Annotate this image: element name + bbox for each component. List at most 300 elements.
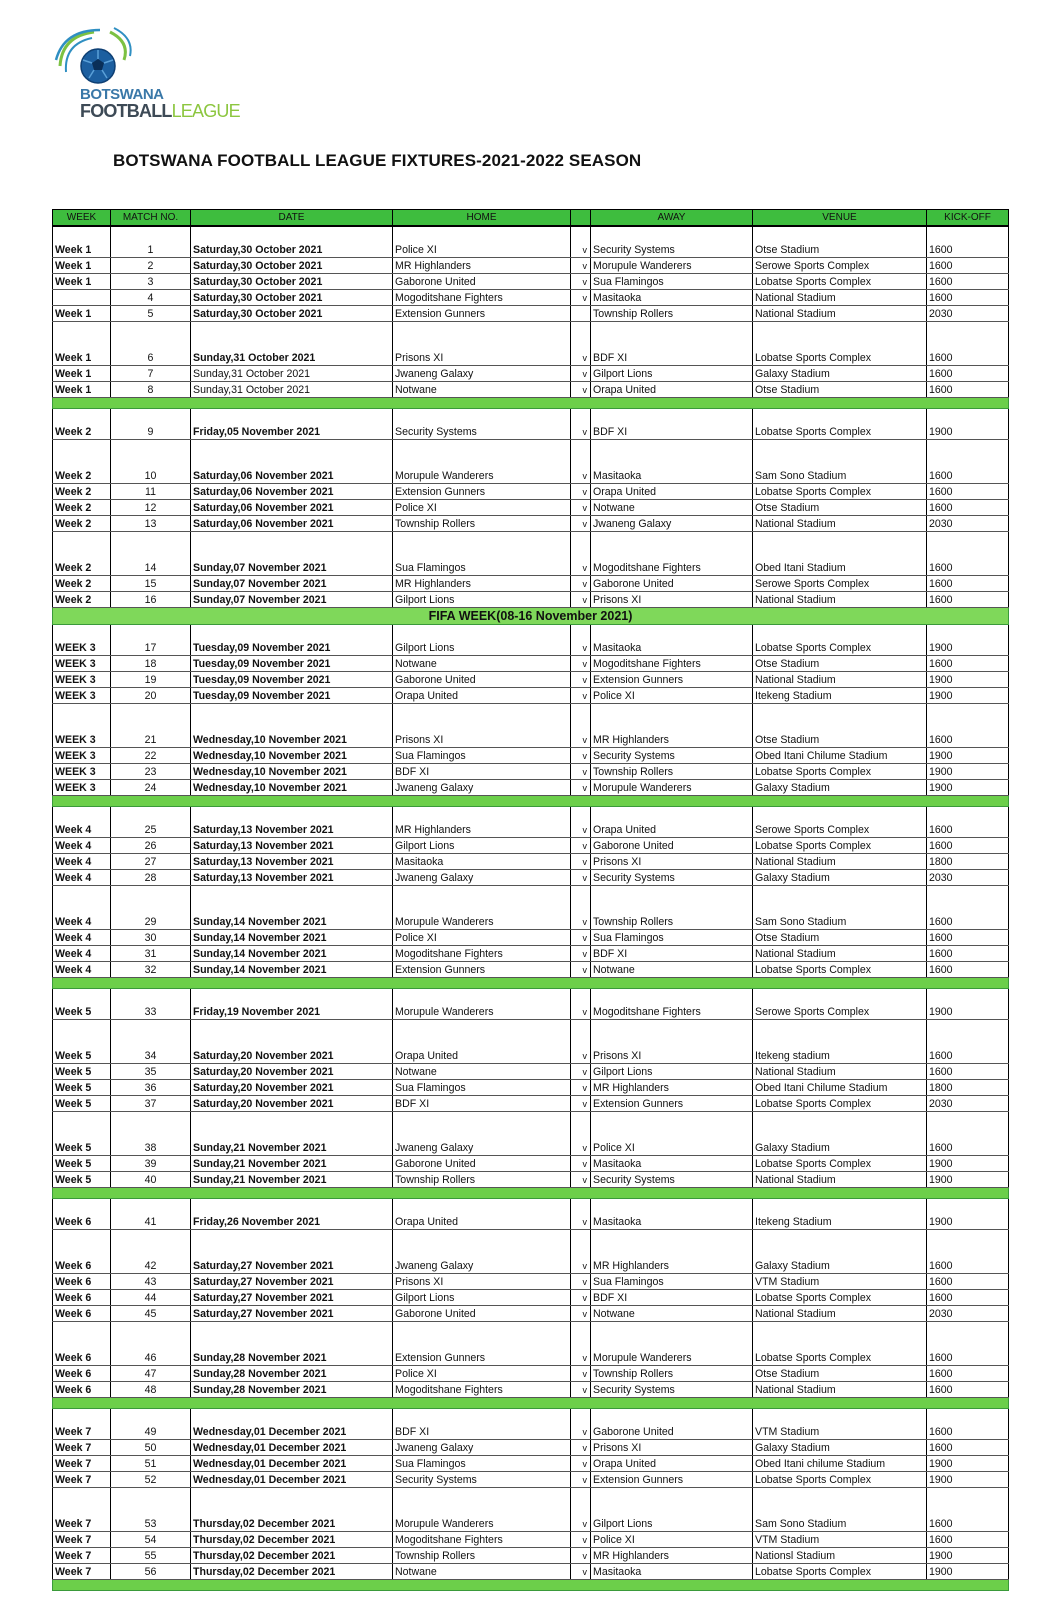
home-team-cell: Extension Gunners [393,1350,571,1366]
away-team-cell: Jwaneng Galaxy [591,516,753,532]
date-cell: Saturday,27 November 2021 [191,1258,393,1274]
spacer-cell [591,440,753,469]
versus-cell: v [571,1516,591,1532]
home-team-cell: Security Systems [393,1472,571,1488]
fixture-row [53,870,1009,886]
versus-cell: v [571,1440,591,1456]
venue-cell: Otse Stadium [753,1366,927,1382]
versus-cell: v [571,1080,591,1096]
venue-cell: National Stadium [753,1382,927,1398]
fixture-row [53,656,1009,672]
spacer-cell [111,1322,191,1351]
home-team-cell: Jwaneng Galaxy [393,870,571,886]
venue-cell: Serowe Sports Complex [753,576,927,592]
fixture-row [53,822,1009,838]
week-cell: WEEK 3 [53,732,111,748]
spacer-cell [591,704,753,733]
spacer-row [53,625,1009,641]
col-home-header: HOME [393,210,571,227]
home-team-cell: Police XI [393,930,571,946]
week-cell: Week 6 [53,1382,111,1398]
spacer-cell [927,1322,1009,1351]
away-team-cell: Township Rollers [591,764,753,780]
spacer-row [53,1409,1009,1425]
week-cell: Week 4 [53,914,111,930]
spacer-cell [393,1020,571,1049]
spacer-cell [927,226,1009,242]
spacer-cell [753,886,927,915]
spacer-cell [393,1322,571,1351]
week-cell: WEEK 3 [53,764,111,780]
date-cell: Saturday,13 November 2021 [191,822,393,838]
kickoff-cell: 1600 [927,1258,1009,1274]
week-cell: Week 2 [53,576,111,592]
spacer-cell [393,409,571,425]
kickoff-cell: 2030 [927,1096,1009,1112]
spacer-cell [111,532,191,561]
date-cell: Saturday,20 November 2021 [191,1096,393,1112]
week-cell: Week 5 [53,1172,111,1188]
kickoff-cell: 1600 [927,838,1009,854]
venue-cell: Otse Stadium [753,732,927,748]
spacer-cell [753,1020,927,1049]
kickoff-cell: 1900 [927,672,1009,688]
spacer-row [53,322,1009,351]
date-cell: Thursday,02 December 2021 [191,1516,393,1532]
fixture-row [53,274,1009,290]
match-number-cell: 16 [111,592,191,608]
spacer-cell [753,1322,927,1351]
away-team-cell: BDF XI [591,424,753,440]
spacer-cell [53,440,111,469]
versus-cell: v [571,672,591,688]
match-number-cell: 47 [111,1366,191,1382]
kickoff-cell: 1600 [927,366,1009,382]
away-team-cell: Sua Flamingos [591,930,753,946]
away-team-cell: Security Systems [591,870,753,886]
fixture-row [53,576,1009,592]
versus-cell: v [571,854,591,870]
away-team-cell: Prisons XI [591,592,753,608]
spacer-cell [191,625,393,641]
spacer-cell [393,625,571,641]
week-cell: Week 6 [53,1350,111,1366]
match-number-cell: 10 [111,468,191,484]
match-number-cell: 6 [111,350,191,366]
kickoff-cell: 1900 [927,1456,1009,1472]
week-cell: Week 5 [53,1064,111,1080]
kickoff-cell: 1600 [927,1424,1009,1440]
kickoff-cell: 1600 [927,1140,1009,1156]
header-row [53,210,1009,227]
fixture-row [53,468,1009,484]
venue-cell: Lobatse Sports Complex [753,1096,927,1112]
spacer-row [53,1020,1009,1049]
fixture-row [53,1156,1009,1172]
away-team-cell: MR Highlanders [591,732,753,748]
home-team-cell: Prisons XI [393,350,571,366]
match-number-cell: 31 [111,946,191,962]
spacer-cell [571,409,591,425]
kickoff-cell: 1900 [927,1564,1009,1580]
week-cell: Week 4 [53,962,111,978]
kickoff-cell: 1900 [927,640,1009,656]
versus-cell: v [571,1140,591,1156]
match-number-cell: 33 [111,1004,191,1020]
kickoff-cell: 2030 [927,870,1009,886]
home-team-cell: Gaborone United [393,1306,571,1322]
date-cell: Sunday,21 November 2021 [191,1140,393,1156]
spacer-cell [111,1488,191,1517]
kickoff-cell: 1600 [927,468,1009,484]
week-cell: Week 1 [53,366,111,382]
spacer-cell [191,1488,393,1517]
week-cell: Week 1 [53,274,111,290]
fixture-row [53,780,1009,796]
spacer-cell [927,704,1009,733]
venue-cell: Obed Itani chilume Stadium [753,1456,927,1472]
venue-cell: Sam Sono Stadium [753,468,927,484]
venue-cell: Lobatse Sports Complex [753,1156,927,1172]
spacer-cell [753,226,927,242]
home-team-cell: MR Highlanders [393,576,571,592]
spacer-cell [927,440,1009,469]
week-cell: WEEK 3 [53,672,111,688]
away-team-cell: Notwane [591,962,753,978]
spacer-cell [753,440,927,469]
fixture-row [53,672,1009,688]
kickoff-cell: 2030 [927,516,1009,532]
versus-cell: v [571,366,591,382]
away-team-cell: Prisons XI [591,1048,753,1064]
match-number-cell: 38 [111,1140,191,1156]
fixture-row [53,1382,1009,1398]
kickoff-cell: 1900 [927,688,1009,704]
date-cell: Thursday,02 December 2021 [191,1532,393,1548]
week-cell: Week 2 [53,560,111,576]
date-cell: Wednesday,01 December 2021 [191,1456,393,1472]
spacer-cell [111,1199,191,1215]
spacer-cell [571,1322,591,1351]
week-cell: Week 7 [53,1532,111,1548]
spacer-cell [927,989,1009,1005]
venue-cell: Itekeng Stadium [753,688,927,704]
fixture-row [53,242,1009,258]
week-cell: Week 7 [53,1440,111,1456]
spacer-row [53,807,1009,823]
date-cell: Saturday,06 November 2021 [191,484,393,500]
logo-text-football: FOOTBALL [80,101,172,121]
separator-cell [53,1398,1009,1409]
date-cell: Friday,26 November 2021 [191,1214,393,1230]
spacer-cell [53,1409,111,1425]
away-team-cell: Orapa United [591,822,753,838]
date-cell: Sunday,28 November 2021 [191,1366,393,1382]
venue-cell: National Stadium [753,306,927,322]
home-team-cell: Orapa United [393,1048,571,1064]
home-team-cell: Orapa United [393,1214,571,1230]
date-cell: Wednesday,10 November 2021 [191,748,393,764]
spacer-cell [191,704,393,733]
away-team-cell: Extension Gunners [591,1096,753,1112]
week-cell: Week 5 [53,1140,111,1156]
spacer-cell [191,1409,393,1425]
date-cell: Saturday,30 October 2021 [191,306,393,322]
home-team-cell: Sua Flamingos [393,1456,571,1472]
versus-cell: v [571,1274,591,1290]
spacer-cell [111,704,191,733]
kickoff-cell: 1600 [927,274,1009,290]
away-team-cell: Orapa United [591,382,753,398]
venue-cell: Serowe Sports Complex [753,822,927,838]
date-cell: Tuesday,09 November 2021 [191,656,393,672]
fixture-row [53,1064,1009,1080]
home-team-cell: Prisons XI [393,1274,571,1290]
kickoff-cell: 1600 [927,1064,1009,1080]
venue-cell: Otse Stadium [753,656,927,672]
week-separator-band [53,398,1009,409]
versus-cell: v [571,640,591,656]
home-team-cell: Township Rollers [393,1172,571,1188]
away-team-cell: Security Systems [591,1172,753,1188]
home-team-cell: Police XI [393,500,571,516]
venue-cell: Galaxy Stadium [753,366,927,382]
spacer-cell [591,532,753,561]
match-number-cell: 43 [111,1274,191,1290]
home-team-cell: Masitaoka [393,854,571,870]
spacer-cell [53,1488,111,1517]
date-cell: Sunday,14 November 2021 [191,946,393,962]
week-cell: Week 1 [53,258,111,274]
kickoff-cell: 1600 [927,290,1009,306]
versus-cell: v [571,1004,591,1020]
spacer-cell [53,625,111,641]
kickoff-cell: 1600 [927,1366,1009,1382]
spacer-cell [53,989,111,1005]
fixture-row [53,688,1009,704]
fixture-row [53,1004,1009,1020]
match-number-cell: 29 [111,914,191,930]
versus-cell: v [571,946,591,962]
fixture-row [53,1424,1009,1440]
spacer-cell [927,886,1009,915]
kickoff-cell: 1600 [927,1274,1009,1290]
venue-cell: Galaxy Stadium [753,1440,927,1456]
venue-cell: Galaxy Stadium [753,1258,927,1274]
away-team-cell: Gilport Lions [591,1064,753,1080]
spacer-cell [111,807,191,823]
home-team-cell: Jwaneng Galaxy [393,780,571,796]
col-away-header: AWAY [591,210,753,227]
spacer-cell [191,1112,393,1141]
away-team-cell: Masitaoka [591,1214,753,1230]
date-cell: Thursday,02 December 2021 [191,1564,393,1580]
venue-cell: National Stadium [753,1306,927,1322]
venue-cell: Otse Stadium [753,382,927,398]
home-team-cell: Township Rollers [393,1548,571,1564]
home-team-cell: Extension Gunners [393,484,571,500]
fixture-row [53,1214,1009,1230]
date-cell: Tuesday,09 November 2021 [191,688,393,704]
home-team-cell: MR Highlanders [393,258,571,274]
spacer-cell [591,989,753,1005]
fixture-row [53,306,1009,322]
venue-cell: Lobatse Sports Complex [753,1472,927,1488]
spacer-cell [111,1112,191,1141]
spacer-cell [53,322,111,351]
kickoff-cell: 1900 [927,1156,1009,1172]
kickoff-cell: 1600 [927,732,1009,748]
match-number-cell: 42 [111,1258,191,1274]
kickoff-cell: 1900 [927,1548,1009,1564]
fixture-row [53,1350,1009,1366]
spacer-row [53,440,1009,469]
spacer-cell [53,409,111,425]
away-team-cell: Gilport Lions [591,1516,753,1532]
venue-cell: Otse Stadium [753,930,927,946]
fixture-row [53,1366,1009,1382]
away-team-cell: BDF XI [591,350,753,366]
away-team-cell: Township Rollers [591,914,753,930]
match-number-cell: 54 [111,1532,191,1548]
date-cell: Saturday,30 October 2021 [191,258,393,274]
fixture-row [53,1516,1009,1532]
home-team-cell: Security Systems [393,424,571,440]
fixtures-table-header [53,210,1009,227]
spacer-cell [571,989,591,1005]
spacer-cell [571,322,591,351]
match-number-cell: 9 [111,424,191,440]
home-team-cell: Mogoditshane Fighters [393,1532,571,1548]
versus-cell [571,306,591,322]
date-cell: Sunday,31 October 2021 [191,382,393,398]
spacer-cell [753,1199,927,1215]
fifa-week-banner [53,608,1009,625]
match-number-cell: 15 [111,576,191,592]
separator-cell [53,1580,1009,1591]
match-number-cell: 30 [111,930,191,946]
away-team-cell: Masitaoka [591,640,753,656]
week-separator-band [53,796,1009,807]
fixture-row [53,748,1009,764]
spacer-cell [571,704,591,733]
away-team-cell: Mogoditshane Fighters [591,1004,753,1020]
match-number-cell: 28 [111,870,191,886]
away-team-cell: Prisons XI [591,1440,753,1456]
kickoff-cell: 1600 [927,1048,1009,1064]
versus-cell: v [571,516,591,532]
match-number-cell: 27 [111,854,191,870]
fixture-row [53,484,1009,500]
match-number-cell: 51 [111,1456,191,1472]
spacer-cell [591,807,753,823]
spacer-cell [393,532,571,561]
venue-cell: Lobatse Sports Complex [753,350,927,366]
match-number-cell: 40 [111,1172,191,1188]
fixture-row [53,1548,1009,1564]
versus-cell: v [571,780,591,796]
venue-cell: National Stadium [753,854,927,870]
kickoff-cell: 1600 [927,560,1009,576]
home-team-cell: Mogoditshane Fighters [393,1382,571,1398]
date-cell: Saturday,13 November 2021 [191,854,393,870]
football-swirl-icon [52,26,132,90]
venue-cell: Obed Itani Chilume Stadium [753,748,927,764]
kickoff-cell: 1600 [927,576,1009,592]
week-cell: Week 7 [53,1564,111,1580]
spacer-cell [591,1020,753,1049]
versus-cell: v [571,1064,591,1080]
spacer-cell [111,989,191,1005]
spacer-cell [927,807,1009,823]
spacer-cell [927,322,1009,351]
spacer-cell [753,1112,927,1141]
fixture-row [53,500,1009,516]
away-team-cell: Township Rollers [591,306,753,322]
fixture-row [53,1472,1009,1488]
kickoff-cell: 1800 [927,1080,1009,1096]
spacer-cell [111,1230,191,1259]
venue-cell: Lobatse Sports Complex [753,1350,927,1366]
spacer-cell [393,704,571,733]
home-team-cell: Gilport Lions [393,592,571,608]
week-cell: WEEK 3 [53,748,111,764]
fixture-row [53,560,1009,576]
home-team-cell: Morupule Wanderers [393,1004,571,1020]
venue-cell: Itekeng stadium [753,1048,927,1064]
week-cell: Week 1 [53,306,111,322]
match-number-cell: 4 [111,290,191,306]
spacer-cell [591,1409,753,1425]
home-team-cell: Jwaneng Galaxy [393,1440,571,1456]
match-number-cell: 32 [111,962,191,978]
week-cell: Week 5 [53,1004,111,1020]
kickoff-cell: 1900 [927,780,1009,796]
date-cell: Sunday,14 November 2021 [191,914,393,930]
week-cell: Week 2 [53,424,111,440]
versus-cell: v [571,1382,591,1398]
spacer-cell [753,322,927,351]
fixture-row [53,1258,1009,1274]
spacer-cell [393,989,571,1005]
versus-cell: v [571,1366,591,1382]
away-team-cell: Prisons XI [591,854,753,870]
week-cell: WEEK 3 [53,688,111,704]
venue-cell: National Stadium [753,1064,927,1080]
spacer-cell [927,532,1009,561]
match-number-cell: 13 [111,516,191,532]
week-cell: Week 4 [53,870,111,886]
away-team-cell: Orapa United [591,484,753,500]
week-cell: Week 7 [53,1548,111,1564]
kickoff-cell: 1900 [927,764,1009,780]
spacer-row [53,989,1009,1005]
match-number-cell: 25 [111,822,191,838]
match-number-cell: 50 [111,1440,191,1456]
spacer-row [53,1488,1009,1517]
kickoff-cell: 1900 [927,1004,1009,1020]
match-number-cell: 5 [111,306,191,322]
date-cell: Sunday,31 October 2021 [191,366,393,382]
week-cell: Week 2 [53,484,111,500]
fixture-row [53,946,1009,962]
week-cell: Week 6 [53,1274,111,1290]
kickoff-cell: 1600 [927,1350,1009,1366]
week-cell: Week 2 [53,516,111,532]
fixtures-table-body [53,226,1009,1591]
spacer-row [53,1230,1009,1259]
fixture-row [53,424,1009,440]
